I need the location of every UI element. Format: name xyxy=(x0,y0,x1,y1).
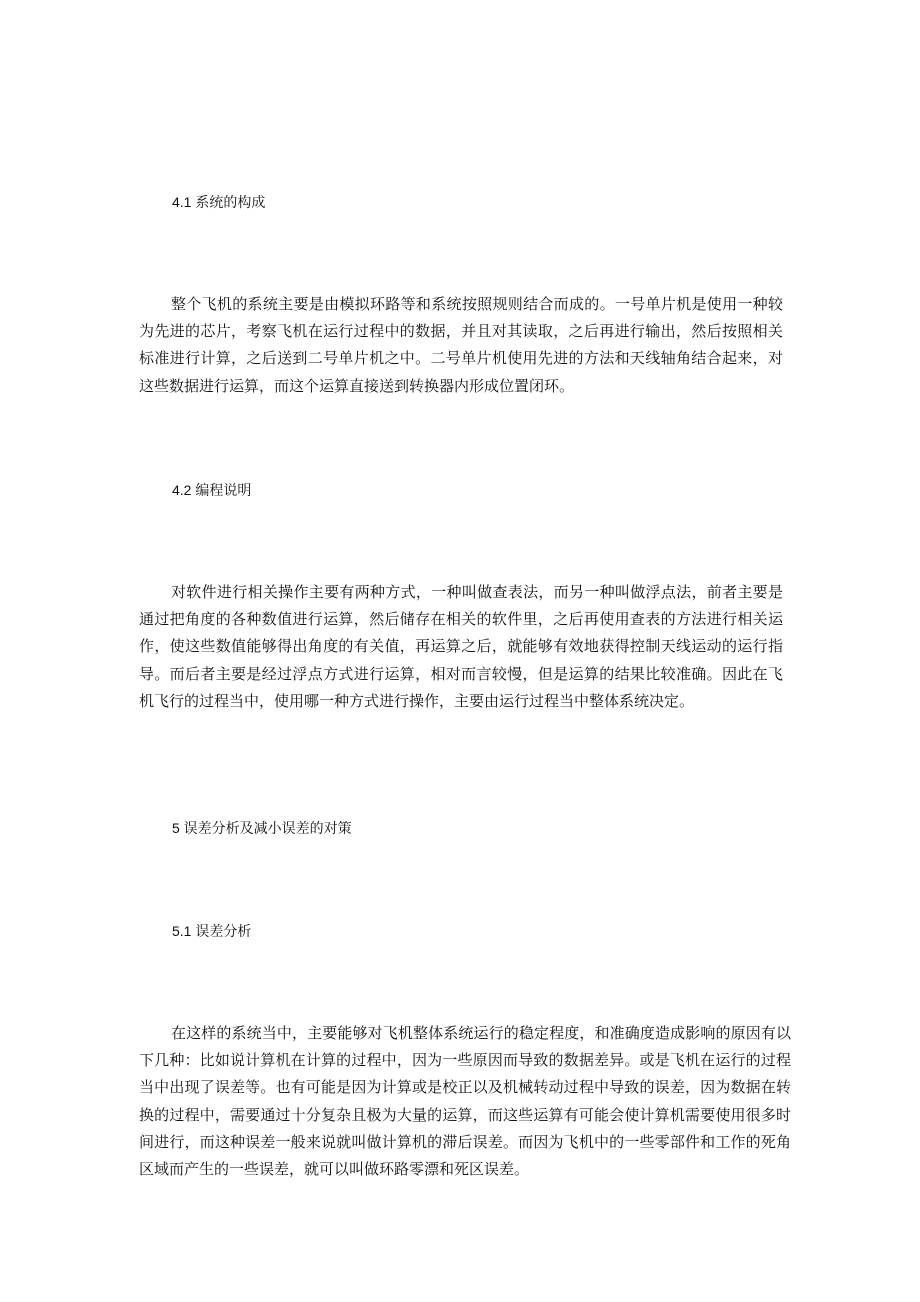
section-heading-5-1: 5.1 误差分析 xyxy=(172,923,252,939)
paragraph-system-composition: 整个飞机的系统主要是由模拟环路等和系统按照规则结合而成的。一号单片机是使用一种较为先进的芯片，考察飞机在运行过程中的数据，并且对其读取，之后再进行输出，然后按照相关标准进行计算，之后送到二号单片机之中。二号单片机使用先进的方法和天线轴角结合起来，对这些数据进行运算，而这个运算直接送到转换器内形成位置闭环。 xyxy=(139,295,783,395)
paragraph-programming-notes: 对软件进行相关操作主要有两种方式，一种叫做查表法，而另一种叫做浮点法，前者主要是通过把角度的各种数值进行运算，然后储存在相关的软件里，之后再使用查表的方法进行相关运作，使这些数值能够得出角度的有关值，再运算之后，就能够有效地获得控制天线运动的运行指导。而后者主要是经过浮点方式进行运算，相对而言较慢，但是运算的结果比较准确。因此在飞机飞行的过程当中，使用哪一种方式进行操作，主要由运行过程当中整体系统决定。 xyxy=(139,583,783,710)
section-heading-5: 5 误差分析及减小误差的对策 xyxy=(172,820,352,836)
section-heading-4-2: 4.2 编程说明 xyxy=(172,482,252,498)
section-heading-4-1: 4.1 系统的构成 xyxy=(172,194,266,210)
paragraph-error-analysis: 在这样的系统当中，主要能够对飞机整体系统运行的稳定程度，和准确度造成影响的原因有以下几种：比如说计算机在计算的过程中，因为一些原因而导致的数据差异。或是飞机在运行的过程当中出现了误差等。也有可能是因为计算或是校正以及机械转动过程中导致的误差，因为数据在转换的过程中，需要通过十分复杂且极为大量的运算，而这些运算有可能会使计算机需要使用很多时间进行，而这种误差一般来说就叫做计算机的滞后误差。而因为飞机中的一些零部件和工作的死角区域而产生的一些误差，就可以叫做环路零漂和死区误差。 xyxy=(139,1024,791,1179)
